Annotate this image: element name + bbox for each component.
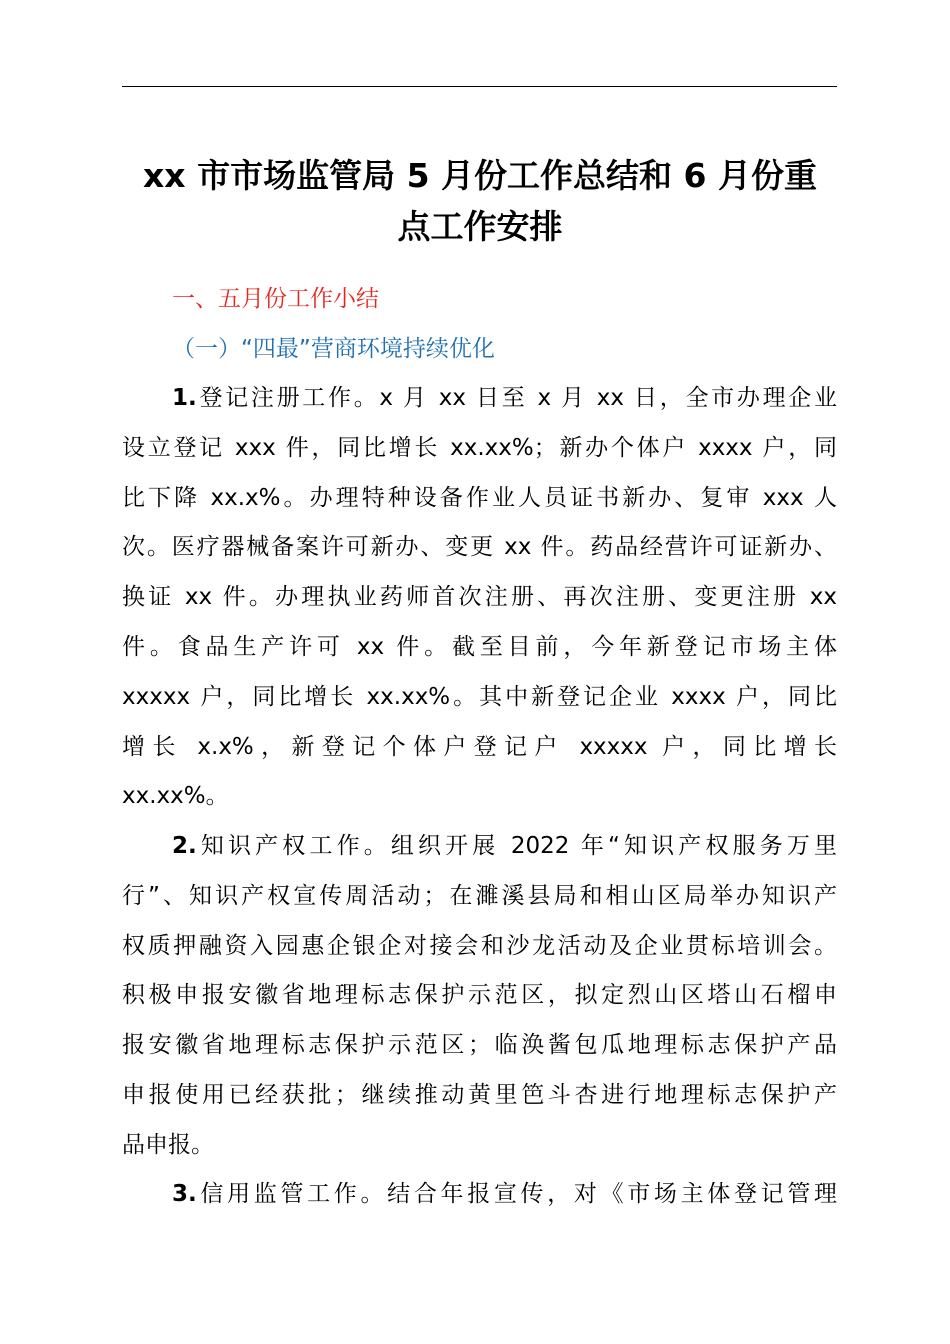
- document-title: [110, 150, 850, 252]
- paragraph-line: 报安徽省地理标志保护示范区；临涣酱包瓜地理标志保护产品: [122, 1032, 837, 1059]
- paragraph-ip: [122, 822, 837, 1171]
- paragraph-number: 3.: [172, 1181, 197, 1207]
- paragraph-line: 件。食品生产许可 xx 件。截至目前，今年新登记市场主体: [122, 633, 837, 660]
- section-heading: 一、五月份工作小结: [172, 286, 379, 312]
- paragraph-line: 换证 xx 件。办理执业药师首次注册、再次注册、变更注册 xx: [122, 584, 837, 611]
- title-line: 点工作安排: [397, 207, 563, 246]
- header-rule: [122, 86, 837, 87]
- paragraph-line: 2.知识产权工作。组织开展 2022 年“知识产权服务万里: [172, 833, 837, 859]
- paragraph-registration: [122, 374, 837, 822]
- paragraph-line: xxxxx 户，同比增长 xx.xx%。其中新登记企业 xxxx 户，同比: [122, 683, 837, 710]
- paragraph-line: 行”、知识产权宣传周活动；在濉溪县局和相山区局举办知识产: [122, 882, 837, 909]
- title-line: xx 市市场监管局 5 月份工作总结和 6 月份重: [143, 156, 817, 195]
- paragraph-line: 增长 x.x%，新登记个体户登记户 xxxxx 户，同比增长: [122, 733, 837, 760]
- paragraph-line: 比下降 xx.x%。办理特种设备作业人员证书新办、复审 xxx 人: [122, 484, 837, 511]
- paragraph-line: xx.xx%。: [122, 783, 229, 810]
- paragraph-line: 次。医疗器械备案许可新办、变更 xx 件。药品经营许可证新办、: [122, 534, 837, 561]
- paragraph-line: 申报使用已经获批；继续推动黄里笆斗杏进行地理标志保护产: [122, 1081, 837, 1108]
- paragraph-line: 品申报。: [122, 1131, 214, 1158]
- paragraph-line: 设立登记 xxx 件，同比增长 xx.xx%；新办个体户 xxxx 户，同: [122, 434, 837, 461]
- paragraph-line: 1.登记注册工作。x 月 xx 日至 x 月 xx 日，全市办理企业: [172, 385, 837, 411]
- paragraph-credit: [122, 1170, 837, 1220]
- paragraph-line: 积极申报安徽省地理标志保护示范区，拟定烈山区塔山石榴申: [122, 982, 837, 1009]
- paragraph-line: 3.信用监管工作。结合年报宣传，对《市场主体登记管理: [172, 1181, 837, 1207]
- subsection-heading: （一）“四最”营商环境持续优化: [172, 336, 495, 362]
- paragraph-number: 1.: [172, 385, 197, 411]
- paragraph-line: 权质押融资入园惠企银企对接会和沙龙活动及企业贯标培训会。: [122, 932, 837, 959]
- paragraph-number: 2.: [172, 833, 197, 859]
